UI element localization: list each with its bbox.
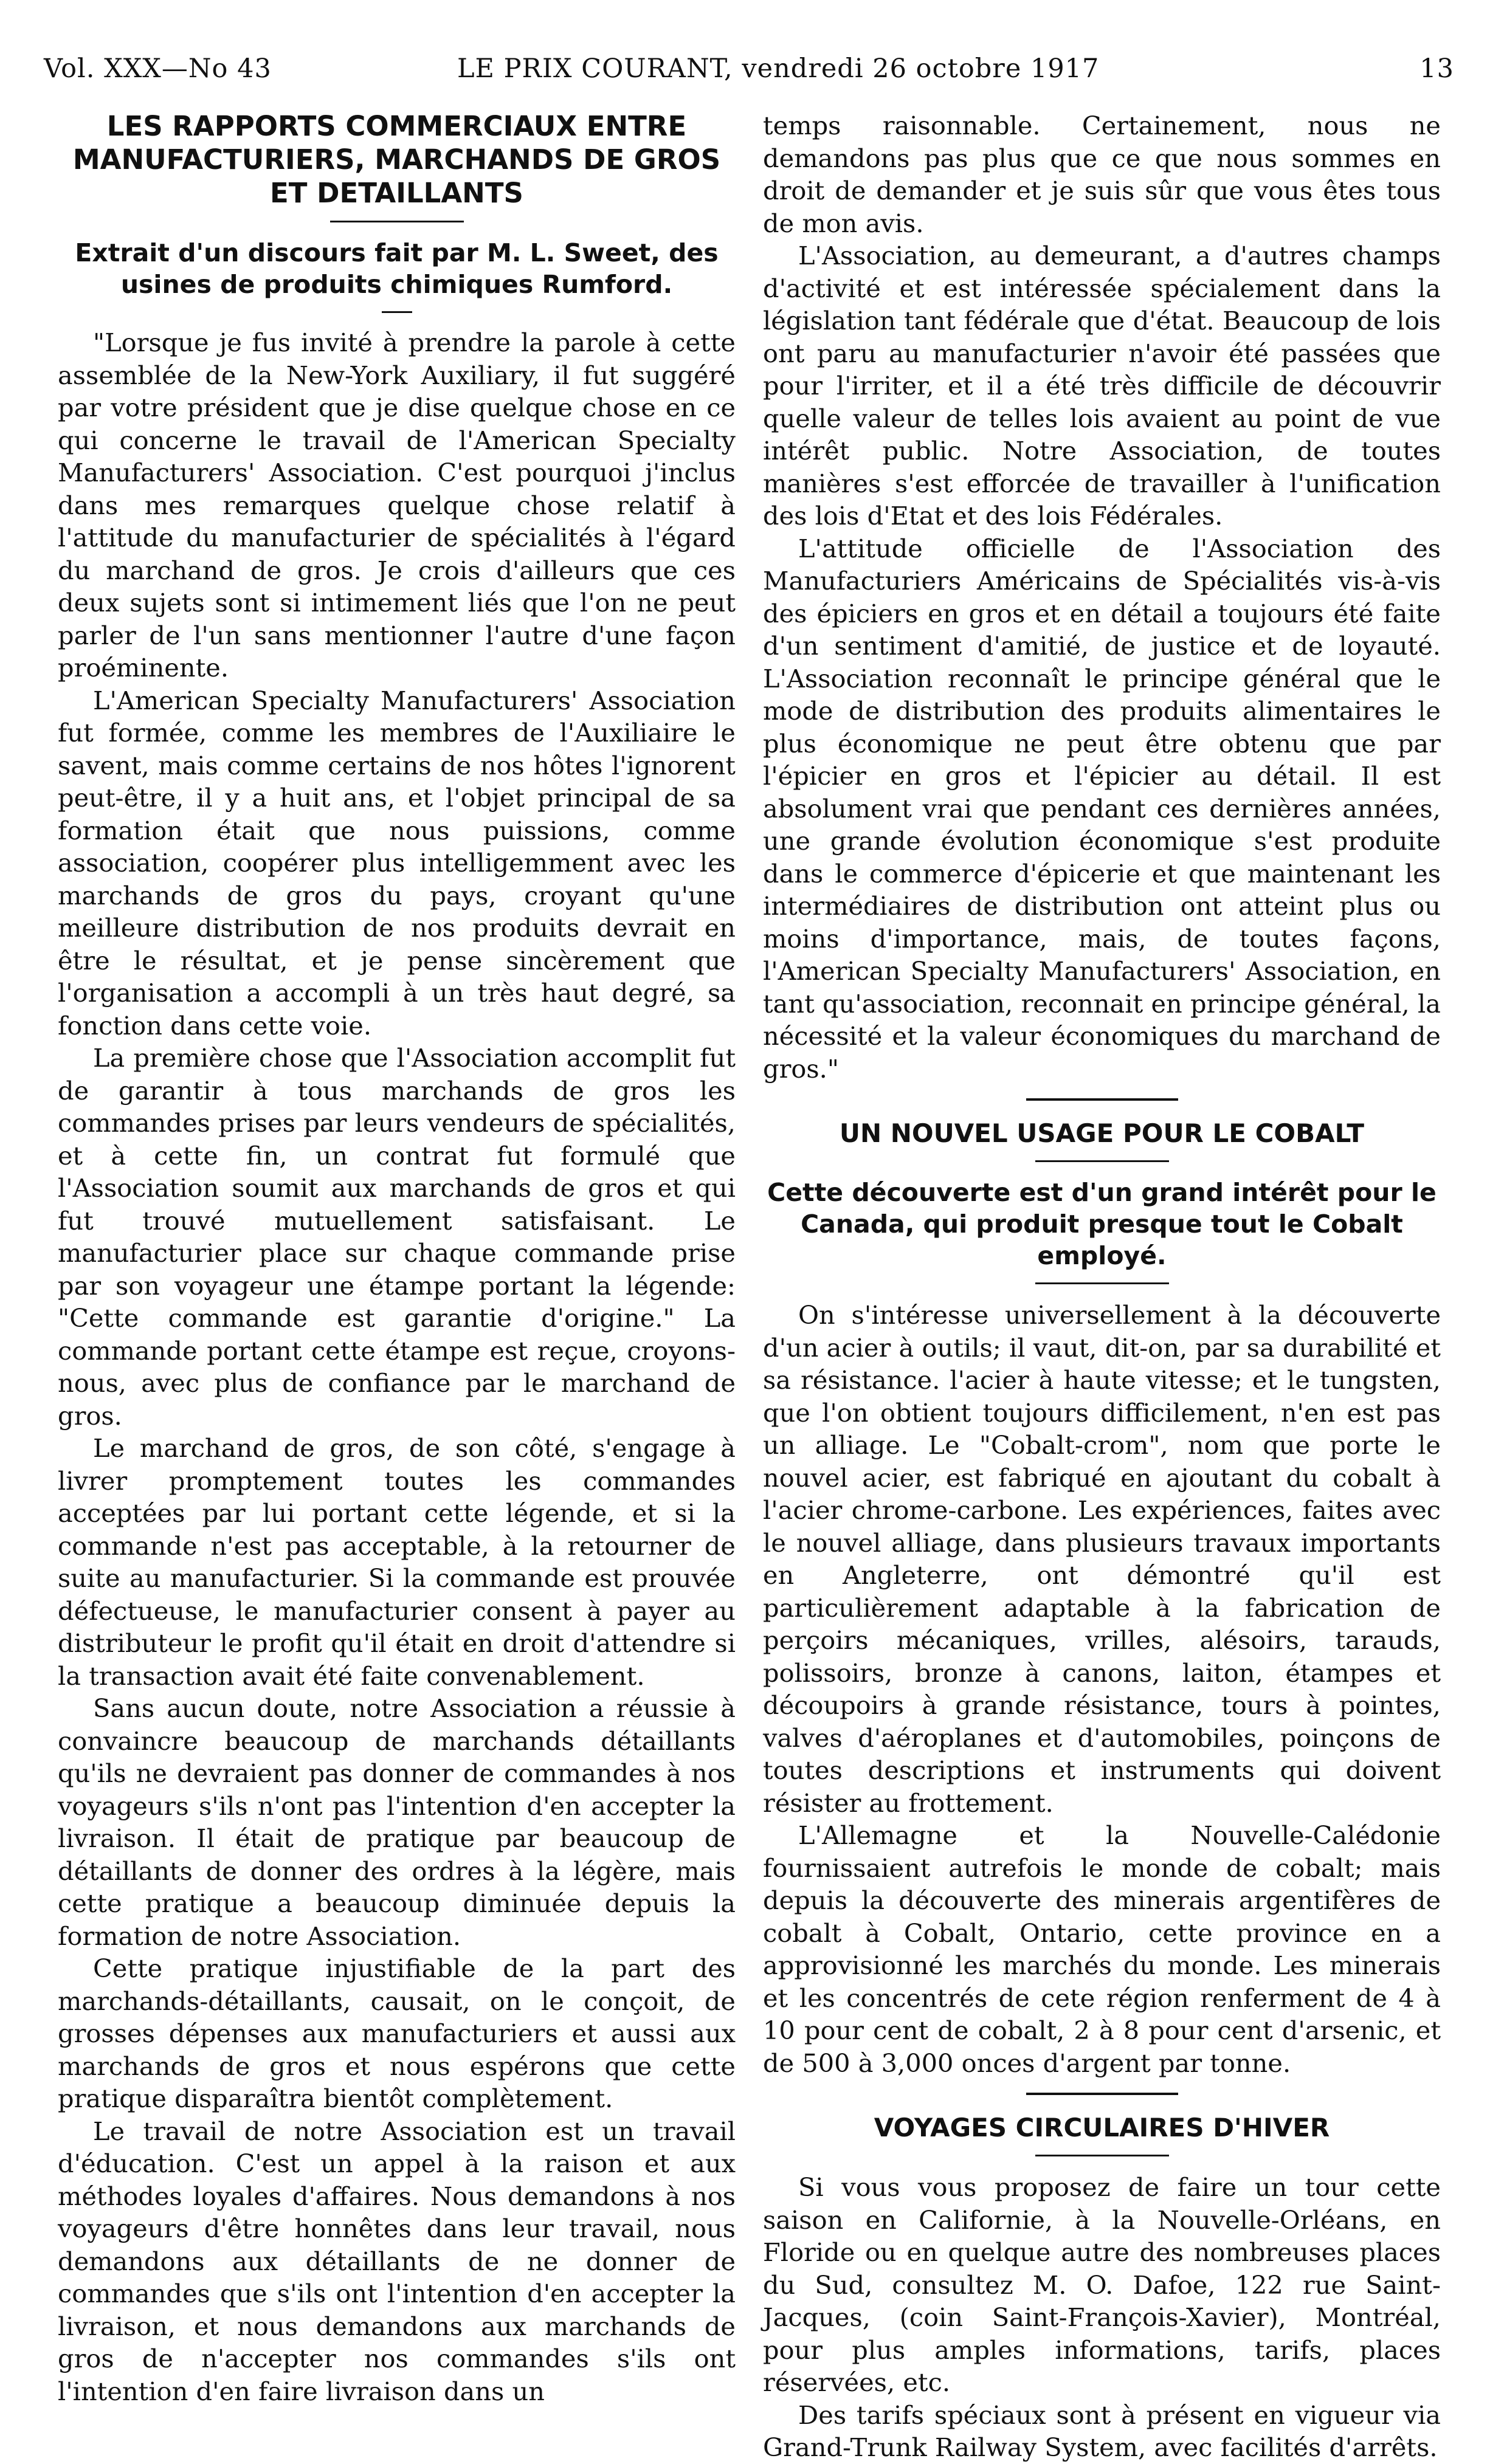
separator-rule [1035, 1160, 1169, 1162]
paragraph: L'attitude officielle de l'Association des Manufacturiers Américains de Spécialités vis-à-vis des épiciers en gros et en détail a toujours été faite d'un sentiment d'amitié, de justice et de loyauté. L'Association reconnaît le principe général que le mode de distribution des produits alimentaires le plus économique ne peut être obtenu que par l'épicier en gros et l'épicier au détail. Il est absolument vrai que pendant ces dernières années, une grande évolution économique s'est produite dans le commerce d'épicerie et que maintenant les intermédiaires de distribution ont atteint plus ou moins d'importance, mais, de toutes façons, l'American Specialty Manufacturers' Association, en tant qu'association, reconnait en principe général, la nécessité et la valeur économiques du marchand de gros." [763, 533, 1441, 1084]
article-subhead: Extrait d'un discours fait par M. L. Sweet, des usines de produits chimiques Rumford. [75, 238, 719, 299]
paragraph: temps raisonnable. Certainement, nous ne demandons pas plus que ce que nous sommes en droit de demander et je suis sûr que vous êtes tous de mon avis. [763, 111, 1441, 238]
running-head [44, 53, 1454, 90]
article-headline: LES RAPPORTS COMMERCIAUX ENTRE MANUFACTURIERS, MARCHANDS DE GROS ET DETAILLANTS [72, 110, 721, 209]
paragraph: Cette pratique injustifiable de la part des marchands-détaillants, causait, on le conçoit, de grosses dépenses aux manufacturiers et aussi aux marchands de gros et nous espérons que cette pratique disparaîtra bientôt complètement. [58, 1953, 736, 2113]
paragraph: Le travail de notre Association est un travail d'éducation. C'est un appel à la raison et aux méthodes loyales d'affaires. Nous demandons à nos voyageurs d'être honnêtes dans leur travail, nous demandons aux détaillants de ne donner de commandes que s'ils ont l'intention d'en accepter la livraison, et nous demandons aux marchands de gros de n'accepter nos commandes s'ils ont l'intention d'en faire livraison dans un [58, 2116, 736, 2406]
paragraph: On s'intéresse universellement à la découverte d'un acier à outils; il vaut, dit-on, par sa durabilité et sa résistance. l'acier à haute vitesse; et le tungsten, que l'on obtient toujours difficilement, n'en est pas un alliage. Le "Cobalt-crom", nom que porte le nouvel acier, est fabriqué en ajoutant du cobalt à l'acier chrome-carbone. Les expériences, faites avec le nouvel alliage, dans plusieurs travaux importants en Angleterre, ont démontré qu'il est particulièrement adaptable à la fabrication de perçoirs mécaniques, vrilles, alésoirs, tarauds, polissoirs, bronze à canons, laiton, étampes et découpoirs à grande résistance, tours à pointes, valves d'aéroplanes et d'automobiles, poinçons de toutes descriptions et instruments qui doivent résister au frottement. [763, 1300, 1441, 1818]
paragraph: La première chose que l'Association accomplit fut de garantir à tous marchands de gros les commandes prises par leurs vendeurs de spécialités, et à cette fin, un contrat fut formulé que l'Association soumit aux marchands de gros et qui fut trouvé mutuellement satisfaisant. Le manufacturier place sur chaque commande prise par son voyageur une étampe portant la légende: "Cette commande est garantie d'origine." La commande portant cette étampe est reçue, croyons-nous, avec plus de confiance par le marchand de gros. [58, 1043, 736, 1431]
separator-rule [330, 221, 464, 222]
paragraph: Si vous vous proposez de faire un tour cette saison en Californie, à la Nouvelle-Orléans, en Floride ou en quelque autre des nombreuses places du Sud, consultez M. O. Dafoe, 122 rue Saint-Jacques, (coin Saint-François-Xavier), Montréal, pour plus amples informations, tarifs, places réservées, etc. [763, 2172, 1441, 2397]
left-column [58, 109, 736, 2407]
article-subhead: Cette découverte est d'un grand intérêt pour le Canada, qui produit presque tout le Cobalt employé. [767, 1178, 1437, 1270]
page-number: 13 [1419, 53, 1454, 84]
separator-rule [1035, 1282, 1169, 1284]
separator-rule [382, 311, 412, 313]
separator-rule [1026, 2093, 1178, 2095]
paragraph: L'Allemagne et la Nouvelle-Calédonie fournissaient autrefois le monde de cobalt; mais depuis la découverte des minerais argentifères de cobalt à Cobalt, Ontario, cette province en a approvisionné les marchés du monde. Les minerais et les concentrés de cete région renferment de 4 à 10 pour cent de cobalt, 2 à 8 pour cent d'arsenic, et de 500 à 3,000 onces d'argent par tonne. [763, 1820, 1441, 2078]
article-headline: UN NOUVEL USAGE POUR LE COBALT [839, 1118, 1365, 1148]
paragraph: "Lorsque je fus invité à prendre la parole à cette assemblée de la New-York Auxiliary, il fut suggéré par votre président que je dise quelque chose en ce qui concerne le travail de l'American Specialty Manufacturers' Association. C'est pourquoi j'inclus dans mes remarques quelque chose relatif à l'attitude du manufacturier de spécialités à l'égard du marchand de gros. Je crois d'ailleurs que ces deux sujets sont si intimement liés que l'on ne peut parler de l'un sans mentionner l'autre d'une façon proéminente. [58, 328, 736, 683]
paragraph: Le marchand de gros, de son côté, s'engage à livrer promptement toutes les commandes acceptées par lui portant cette légende, et si la commande n'est pas acceptable, à la retourner de suite au manufacturier. Si la commande est prouvée défectueuse, le manufacturier consent à payer au distributeur le profit qu'il était en droit d'attendre si la transaction avait été faite convenablement. [58, 1433, 736, 1691]
paragraph: Sans aucun doute, notre Association a réussie à convaincre beaucoup de marchands détaillants qu'ils ne devraient pas donner de commandes à nos voyageurs s'ils n'ont pas l'intention d'en accepter la livraison. Il était de pratique par beaucoup de détaillants de donner des ordres à la légère, mais cette pratique a beaucoup diminuée depuis la formation de notre Association. [58, 1693, 736, 1951]
separator-rule [1026, 1098, 1178, 1101]
masthead-date: LE PRIX COURANT, vendredi 26 octobre 1917 [457, 53, 1100, 84]
paragraph: L'American Specialty Manufacturers' Association fut formée, comme les membres de l'Auxiliaire le savent, mais comme certains de nos hôtes l'ignorent peut-être, il y a huit ans, et l'objet principal de sa formation était que nous puissions, comme association, coopérer plus intelligemment avec les marchands de gros du pays, croyant qu'une meilleure distribution de nos produits devrait en être le résultat, et je pense sincèrement que l'organisation a accompli à un très haut degré, sa fonction dans cette voie. [58, 685, 736, 1041]
paragraph: Des tarifs spéciaux sont à présent en vigueur via Grand-Trunk Railway System, avec facilités d'arrêts. [763, 2400, 1441, 2462]
separator-rule [1035, 2155, 1169, 2156]
right-column [763, 109, 1441, 2464]
article-headline: VOYAGES CIRCULAIRES D'HIVER [874, 2113, 1330, 2142]
paragraph: L'Association, au demeurant, a d'autres champs d'activité et est intéressée spécialement dans la législation tant fédérale que d'état. Beaucoup de lois ont paru au manufacturier n'avoir été passées que pour l'irriter, et il a été très difficile de découvrir quelle valeur de telles lois avaient au point de vue intérêt public. Notre Association, de toutes manières s'est efforcée de travailler à l'unification des lois d'Etat et des lois Fédérales. [763, 241, 1441, 531]
volume-number: Vol. XXX—No 43 [44, 53, 272, 84]
